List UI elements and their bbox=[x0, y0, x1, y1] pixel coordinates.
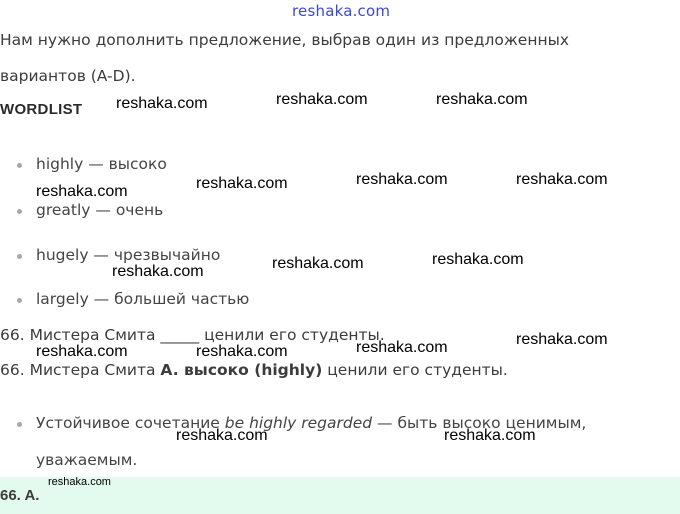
note-suffix: — быть высоко ценимым, bbox=[372, 414, 587, 432]
bullet-dot bbox=[17, 422, 22, 427]
watermark: reshaka.com bbox=[356, 339, 448, 356]
question-answer-word: высоко bbox=[184, 361, 249, 379]
watermark-small: reshaka.com bbox=[48, 476, 111, 488]
wordlist-item-text: greatly — очень bbox=[36, 201, 164, 219]
bullet-dot bbox=[17, 254, 22, 259]
wordlist-item-text: hugely — чрезвычайно bbox=[36, 246, 221, 264]
note-line-2: уважаемым. bbox=[36, 451, 138, 469]
question-filled-suffix: ценили его студенты. bbox=[322, 361, 508, 379]
bullet-dot bbox=[17, 298, 22, 303]
watermark: reshaka.com bbox=[36, 183, 128, 200]
question-open-paren: ( bbox=[248, 361, 262, 379]
watermark: reshaka.com bbox=[116, 95, 208, 112]
intro-line-2: вариантов (A-D). bbox=[0, 67, 136, 85]
question-answer-keyword: highly bbox=[261, 361, 316, 379]
watermark: reshaka.com bbox=[176, 427, 268, 444]
wordlist-title: WORDLIST bbox=[0, 101, 83, 118]
question-filled bbox=[0, 361, 508, 379]
intro-line-1: Нам нужно дополнить предложение, выбрав один из предложенных bbox=[0, 31, 570, 49]
watermark: reshaka.com bbox=[516, 171, 608, 188]
note-phrase: be highly regarded bbox=[224, 414, 373, 432]
wordlist-item-text: largely — большей частью bbox=[36, 290, 250, 308]
watermark: reshaka.com bbox=[196, 343, 288, 360]
watermark: reshaka.com bbox=[272, 255, 364, 272]
watermark: reshaka.com bbox=[196, 175, 288, 192]
site-header-watermark: reshaka.com bbox=[292, 2, 391, 20]
bullet-dot bbox=[17, 209, 22, 214]
watermark: reshaka.com bbox=[276, 91, 368, 108]
bullet-dot bbox=[17, 163, 22, 168]
question-filled-prefix: 66. Мистера Смита bbox=[0, 361, 161, 379]
note-prefix: Устойчивое сочетание bbox=[36, 414, 225, 432]
watermark: reshaka.com bbox=[36, 343, 128, 360]
watermark: reshaka.com bbox=[432, 251, 524, 268]
answer-text: 66. A. bbox=[0, 487, 40, 504]
watermark: reshaka.com bbox=[436, 91, 528, 108]
watermark: reshaka.com bbox=[444, 427, 536, 444]
wordlist-item-text: highly — высоко bbox=[36, 155, 167, 173]
question-answer-letter: A. bbox=[160, 361, 179, 379]
question-close-paren: ) bbox=[315, 361, 323, 379]
watermark: reshaka.com bbox=[112, 263, 204, 280]
question-text: 66. Мистера Смита _____ ценили его студенты. bbox=[0, 326, 385, 344]
watermark: reshaka.com bbox=[516, 331, 608, 348]
watermark: reshaka.com bbox=[356, 171, 448, 188]
